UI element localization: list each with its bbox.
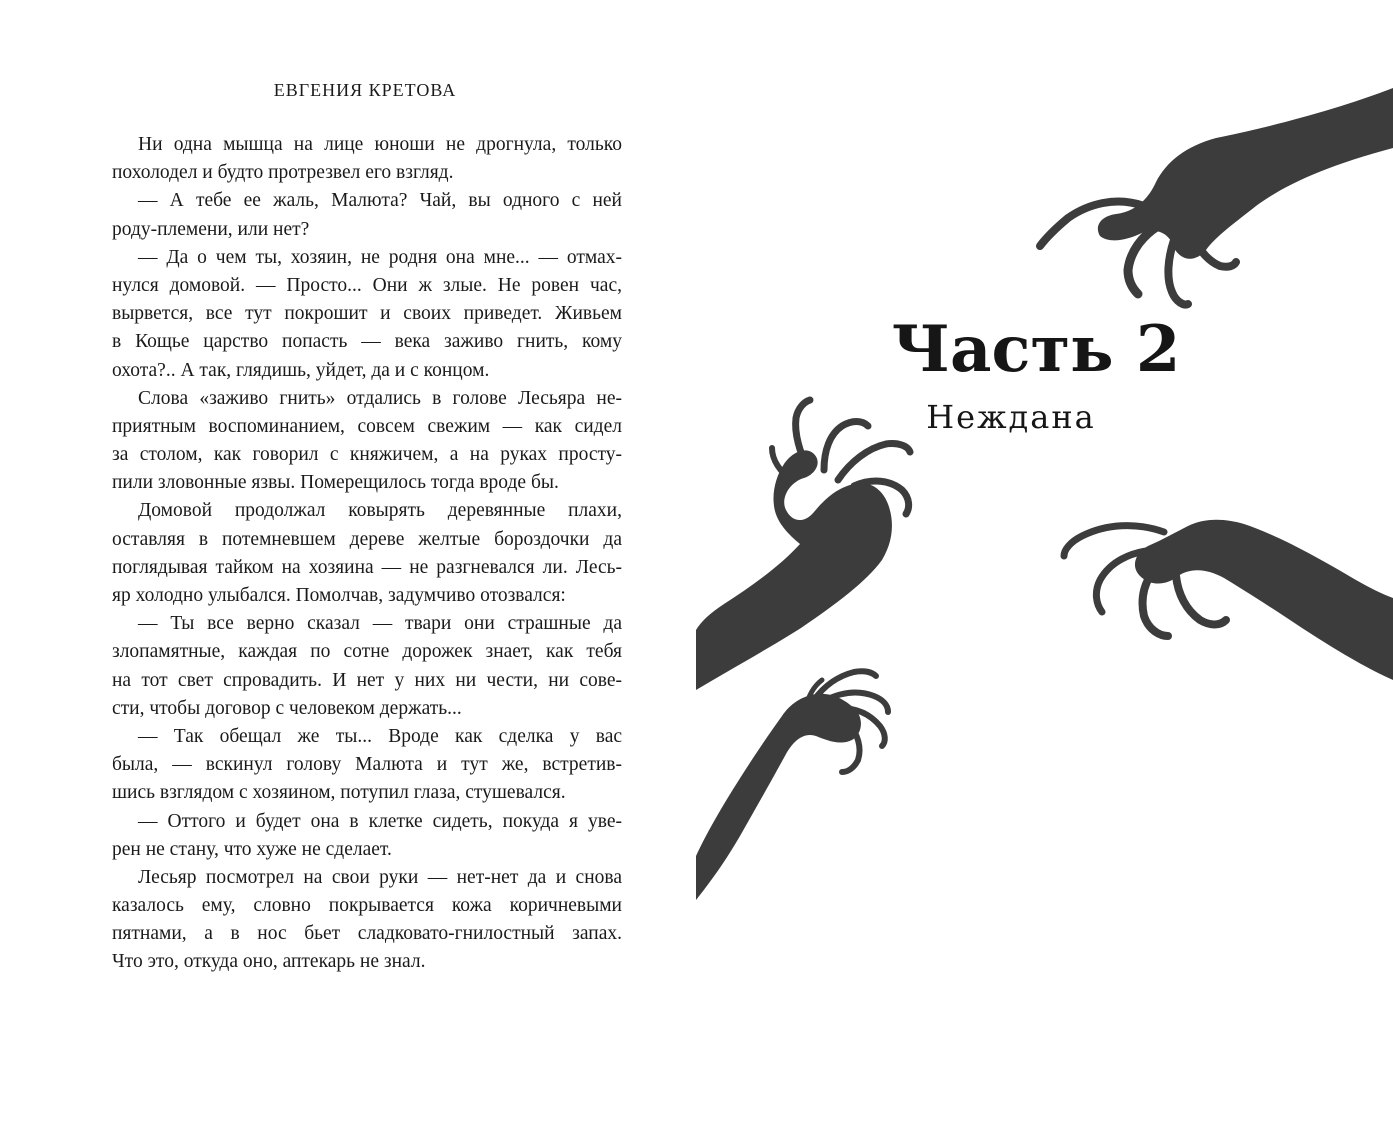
text-line: сти, чтобы договор с человеком держать... <box>112 697 462 719</box>
text-line: казалось ему, словно покрывается кожа коричневыми <box>112 895 622 917</box>
running-head-author: ЕВГЕНИЯ КРЕТОВА <box>273 80 457 100</box>
text-line: Ни одна мышца на лице юноши не дрогнула, только <box>138 134 622 155</box>
text-line: была, — вскинул голову Малюта и тут же, встретив- <box>112 754 622 776</box>
text-line: Что это, откуда оно, аптекарь не знал. <box>112 951 426 973</box>
right-page <box>696 0 1393 1125</box>
text-line: за столом, как говорил с княжичем, а на руках просту- <box>112 444 622 466</box>
text-line: пили зловонные язвы. Померещилось тогда вроде бы. <box>112 472 559 494</box>
part-subtitle: Неждана <box>926 398 1096 436</box>
text-line: на тот свет спровадить. И нет у них ни чести, ни сове- <box>112 669 622 691</box>
bottom-hand-illustration <box>696 671 888 900</box>
text-line: — Да о чем ты, хозяин, не родня она мне... — отмах- <box>138 246 622 268</box>
text-line: — Оттого и будет она в клетке сидеть, покуда я уве- <box>138 810 622 832</box>
text-line: злопамятные, каждая по сотне дорожек знает, как тебя <box>112 641 622 663</box>
clawed-hands-illustration <box>696 0 1393 1125</box>
text-line: охота?.. А так, глядишь, уйдет, да и с концом. <box>112 359 490 381</box>
text-line: — А тебе ее жаль, Малюта? Чай, вы одного с ней <box>138 190 622 212</box>
left-hand-illustration <box>696 400 910 690</box>
right-hand-illustration <box>1064 520 1393 680</box>
text-line: роду-племени, или нет? <box>112 218 310 240</box>
text-line: шись взглядом с хозяином, потупил глаза, стушевался. <box>112 782 566 804</box>
text-line: рен не стану, что хуже не сделает. <box>112 838 392 860</box>
text-line: похолодел и будто протрезвел его взгляд. <box>112 162 454 184</box>
text-line: — Так обещал же ты... Вроде как сделка у вас <box>138 725 622 747</box>
text-line: поглядывая тайком на хозяина — не разгневался ли. Лесь- <box>112 556 622 578</box>
text-line: приятным воспоминанием, совсем свежим — как сидел <box>112 415 622 437</box>
text-line: Домовой продолжал ковырять деревянные плахи, <box>138 500 622 522</box>
text-line: оставляя в потемневшем дереве желтые бороздочки да <box>112 528 622 550</box>
text-line: в Кощье царство попасть — века заживо гнить, кому <box>112 331 622 353</box>
text-line: пятнами, а в нос бьет сладковато-гнилостный запах. <box>112 923 622 945</box>
text-line: — Ты все верно сказал — твари они страшные да <box>138 613 622 635</box>
text-line: вырвется, все тут покрошит и своих приведет. Живьем <box>112 303 622 325</box>
part-title: Часть 2 <box>891 312 1181 387</box>
text-line: Слова «заживо гнить» отдались в голове Лесьяра не- <box>138 387 622 409</box>
text-line: нулся домовой. — Просто... Они ж злые. Не ровен час, <box>112 274 622 296</box>
text-line: Лесьяр посмотрел на свои руки — нет-нет да и снова <box>138 866 622 888</box>
top-hand-illustration <box>1040 88 1393 305</box>
left-page <box>0 0 696 1125</box>
body-text <box>112 131 622 977</box>
text-line: яр холодно улыбался. Помолчав, задумчиво отозвался: <box>112 585 566 606</box>
